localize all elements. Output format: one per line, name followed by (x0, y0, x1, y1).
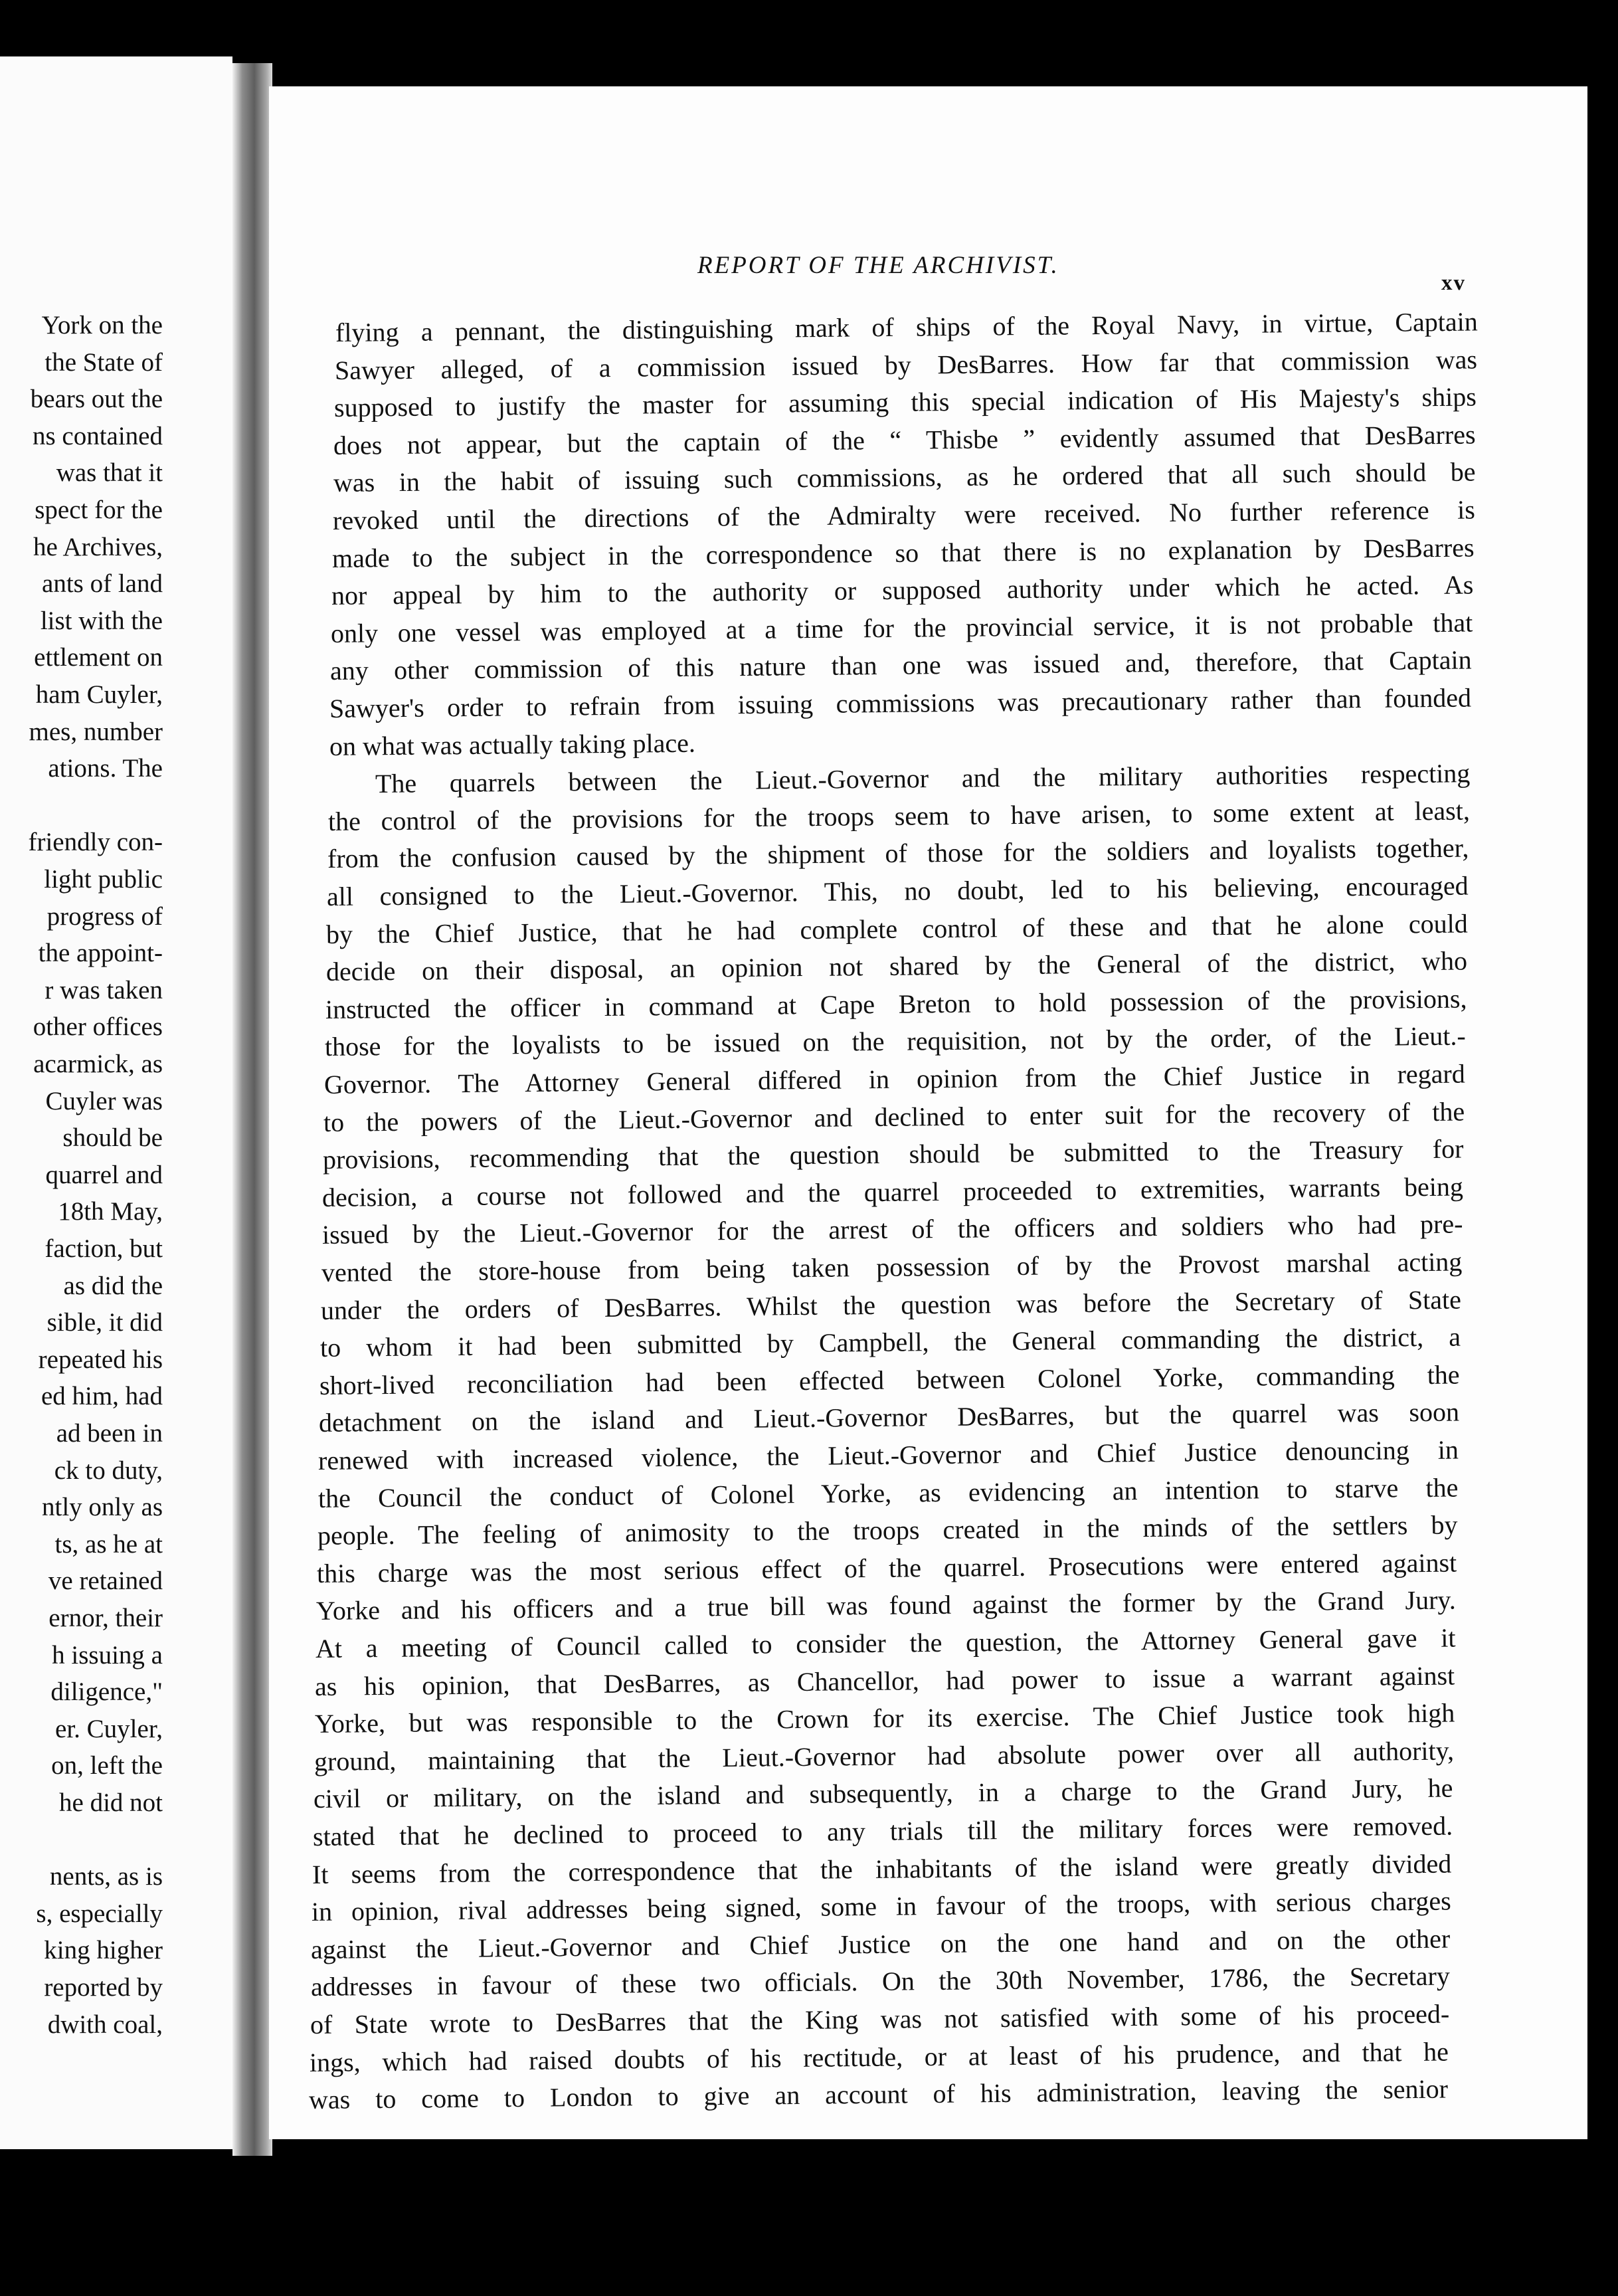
facing-page-line: 18th May, (58, 1197, 163, 1226)
facing-page-line: ntly only as (42, 1493, 163, 1522)
body-line: instructed the officer in command at Cape Breton to hold possession of the provisions, (325, 983, 1467, 1024)
facing-page-line: diligence," (50, 1677, 163, 1707)
facing-page-line: other offices (33, 1012, 163, 1042)
facing-page-line: ad been in (56, 1419, 163, 1448)
body-line: decision, a course not followed and the quarrel proceeded to extremities, warrants being (322, 1171, 1464, 1212)
facing-page-line: was that it (56, 458, 163, 488)
body-line: renewed with increased violence, the Lieut.-Governor and Chief Justice denouncing in (318, 1434, 1459, 1476)
facing-page-line: he Archives, (33, 532, 163, 561)
body-line: as his opinion, that DesBarres, as Chancellor, had power to issue a warrant against (315, 1660, 1455, 1701)
body-line: people. The feeling of animosity to the troops created in the minds of the settlers by (317, 1509, 1458, 1551)
body-line: provisions, recommending that the question should be submitted to the Treasury for (323, 1133, 1464, 1175)
facing-page-line: spect for the (35, 496, 163, 524)
facing-page-line: reported by (44, 1973, 163, 2002)
body-line: decide on their disposal, an opinion not shared by the General of the district, who (325, 945, 1467, 987)
facing-page-line: ants of land (42, 569, 163, 599)
body-line: ground, maintaining that the Lieut.-Governor had absolute power over all authority, (314, 1735, 1454, 1776)
body-line: Yorke, but was responsible to the Crown for its exercise. The Chief Justice took high (314, 1697, 1455, 1739)
facing-page-line: ve retained (48, 1567, 163, 1596)
body-line: addresses in favour of these two officials. On the 30th November, 1786, the Secretary (310, 1961, 1450, 2002)
facing-page-line: king higher (44, 1936, 163, 1965)
body-line: only one vessel was employed at a time for the provincial service, it is not probable that (330, 607, 1473, 648)
body-line: made to the subject in the correspondence so that there is no explanation by DesBarres (331, 532, 1475, 573)
facing-page-line: faction, but (45, 1234, 163, 1263)
facing-page-line: should be (62, 1123, 163, 1153)
body-line: was in the habit of issuing such commissions, as he ordered that all such should be (333, 456, 1476, 498)
body-line: any other commission of this nature than one was issued and, therefore, that Captain (330, 644, 1473, 686)
body-line: does not appear, but the captain of the “ Thisbe ” evidently assumed that DesBarres (333, 419, 1477, 460)
body-line: vented the store-house from being taken possession of by the Provost marshal acting (321, 1246, 1463, 1288)
facing-page-line: light public (44, 865, 163, 894)
facing-page-line: bears out the (30, 385, 163, 414)
body-line: to whom it had been submitted by Campbell, the General commanding the district, a (319, 1321, 1461, 1363)
body-line: Sawyer's order to refrain from issuing commissions was precautionary rather than founded (329, 682, 1472, 723)
facing-page-line: ns contained (32, 421, 163, 450)
facing-page-line: repeated his (38, 1345, 163, 1374)
body-line: all consigned to the Lieut.-Governor. This, no doubt, led to his believing, encouraged (326, 870, 1469, 911)
body-line: the Council the conduct of Colonel Yorke, as evidencing an intention to starve the (317, 1472, 1459, 1513)
body-line: flying a pennant, the distinguishing mark of ships of the Royal Navy, in virtue, Captain (335, 306, 1478, 347)
body-line: It seems from the correspondence that the inhabitants of the island were greatly divided (312, 1848, 1452, 1889)
body-line: ings, which had raised doubts of his rectitude, or at least of his prudence, and that he (309, 2036, 1449, 2077)
body-line: supposed to justify the master for assuming this special indication of His Majesty's ships (334, 381, 1477, 423)
body-line: the control of the provisions for the troops seem to have arisen, to some extent at least, (327, 795, 1470, 836)
facing-page-line: quarrel and (45, 1160, 163, 1189)
facing-page-line: list with the (40, 606, 163, 635)
body-line: from the confusion caused by the shipment of those for the soldiers and loyalists together, (327, 832, 1469, 874)
facing-page-line: ed him, had (41, 1382, 163, 1411)
facing-page-line: sible, it did (46, 1308, 163, 1337)
facing-page-line: progress of (46, 902, 163, 931)
body-line: Sawyer alleged, of a commission issued by DesBarres. How far that commission was (334, 344, 1478, 385)
facing-page-line: mes, number (29, 717, 163, 746)
running-head: REPORT OF THE ARCHIVIST. (697, 252, 1059, 279)
body-line: The quarrels between the Lieut.-Governor and the military authorities respecting (375, 758, 1471, 799)
facing-page-line: dwith coal, (47, 2010, 163, 2039)
facing-page-line: ts, as he at (54, 1529, 163, 1559)
facing-page-line: Cuyler was (45, 1086, 163, 1115)
facing-page-line: ettlement on (34, 643, 163, 672)
facing-page-line: ck to duty, (54, 1456, 163, 1485)
facing-page-line: ham Cuyler, (35, 680, 163, 709)
facing-page-line: as did the (63, 1271, 163, 1300)
body-line: issued by the Lieut.-Governor for the arrest of the officers and soldiers who had pre- (321, 1208, 1463, 1250)
facing-page-line: ations. The (48, 754, 163, 783)
body-line: those for the loyalists to be issued on the requisition, not by the order, of the Lieut.- (324, 1020, 1466, 1062)
body-line: was to come to London to give an account of his administration, leaving the senior (308, 2073, 1449, 2115)
facing-page-line: s, especially (36, 1899, 163, 1928)
facing-page-line: on, left the (51, 1751, 163, 1780)
body-line: nor appeal by him to the authority or supposed authority under which he acted. As (331, 569, 1474, 611)
body-line: Yorke and his officers and a true bill was found against the former by the Grand Jury. (315, 1584, 1457, 1626)
facing-page-line: York on the (41, 311, 163, 339)
body-line: revoked until the directions of the Admiralty were received. No further reference is (332, 494, 1475, 535)
facing-page-line: he did not (59, 1788, 163, 1817)
body-line: to the powers of the Lieut.-Governor and declined to enter suit for the recovery of the (323, 1096, 1465, 1137)
body-line: under the orders of DesBarres. Whilst the question was before the Secretary of State (320, 1284, 1461, 1325)
body-line: by the Chief Justice, that he had complete control of these and that he alone could (326, 908, 1469, 949)
facing-page-line: the appoint- (38, 939, 163, 968)
body-line: of State wrote to DesBarres that the King was not satisfied with some of his proceed- (310, 1998, 1450, 2040)
facing-page-line: ernor, their (48, 1604, 163, 1632)
body-line: on what was actually taking place. (329, 727, 695, 761)
facing-page-line: r was taken (45, 975, 163, 1004)
body-line: civil or military, on the island and subsequently, in a charge to the Grand Jury, he (313, 1772, 1453, 1814)
facing-page-line: acarmick, as (33, 1050, 163, 1078)
body-line: against the Lieut.-Governor and Chief Justice on the one hand and on the other (311, 1923, 1451, 1964)
page-number: xv (1441, 271, 1466, 295)
body-line: short-lived reconciliation had been effected between Colonel Yorke, commanding the (319, 1359, 1460, 1400)
body-line: in opinion, rival addresses being signed, some in favour of the troops, with serious charges (312, 1885, 1452, 1927)
body-line: Governor. The Attorney General differed in opinion from the Chief Justice in regard (323, 1058, 1465, 1100)
facing-page-line: nents, as is (49, 1862, 163, 1891)
body-line: stated that he declined to proceed to any trials till the military forces were removed. (312, 1810, 1453, 1852)
body-line: detachment on the island and Lieut.-Governor DesBarres, but the quarrel was soon (319, 1396, 1460, 1438)
body-line: this charge was the most serious effect of the quarrel. Prosecutions were entered against (316, 1547, 1457, 1588)
facing-page-line: friendly con- (28, 828, 163, 857)
facing-page-line: er. Cuyler, (55, 1714, 163, 1743)
facing-page-line: h issuing a (52, 1640, 163, 1670)
facing-page-line: the State of (45, 347, 163, 377)
body-line: At a meeting of Council called to consider the question, the Attorney General gave it (315, 1622, 1456, 1664)
